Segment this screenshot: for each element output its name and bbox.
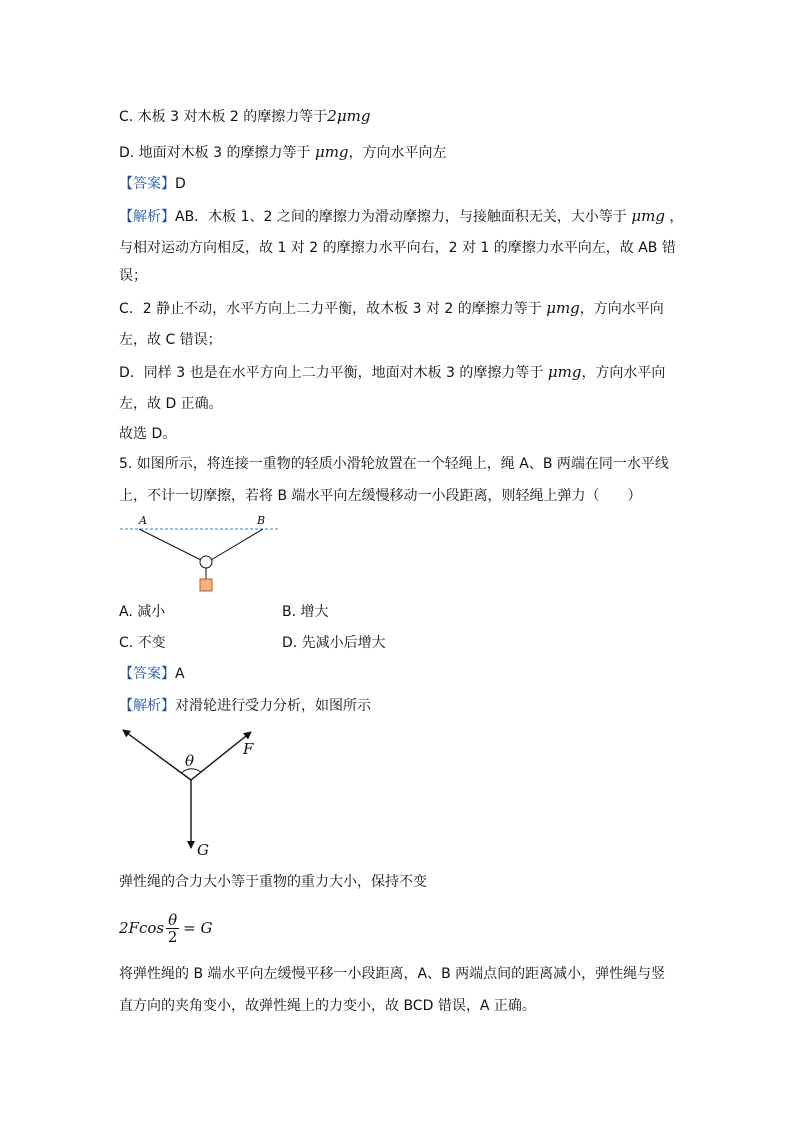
equation-fraction xyxy=(166,912,179,945)
answer-value: D xyxy=(175,176,186,192)
label-theta: θ xyxy=(185,752,195,770)
analysis-tag: 【解析】 xyxy=(119,698,175,714)
q4-analysis-ab-line1: 【解析】AB．木板 1、2 之间的摩擦力为滑动摩擦力，与接触面积无关，大小等于 μmg ， xyxy=(119,207,684,225)
q4-answer xyxy=(119,174,186,194)
q4-option-d-math: μmg xyxy=(314,143,349,161)
equation-left: 2Fcos xyxy=(119,919,165,937)
answer-value: A xyxy=(175,666,185,682)
q4-option-c-math: 2μmg xyxy=(327,107,371,125)
equation-numerator: θ xyxy=(168,910,178,929)
q5-pulley-figure xyxy=(115,510,285,595)
label-b: B xyxy=(257,514,266,527)
answer-tag: 【答案】 xyxy=(119,176,175,192)
answer-tag: 【答案】 xyxy=(119,666,175,682)
label-g: G xyxy=(197,841,209,859)
equation-denominator: 2 xyxy=(167,927,178,946)
rope-left xyxy=(139,529,201,560)
pulley-wheel xyxy=(200,556,212,568)
left-force-arrow xyxy=(123,730,191,780)
q5-equation xyxy=(119,906,212,950)
q4-analysis-d-line1: D．同样 3 也是在水平方向上二力平衡，地面对木板 3 的摩擦力等于 μmg，方向水平向 xyxy=(119,363,666,381)
q5-answer xyxy=(119,664,185,684)
q4-analysis-d-line2: 左，故 D 正确。 xyxy=(119,396,223,412)
rope-right xyxy=(211,529,263,560)
q5-stem-line1: 5. 如图所示，将连接一重物的轻质小滑轮放置在一个轻绳上，绳 A、B 两端在同一水平线 xyxy=(119,456,669,472)
analysis-tag: 【解析】 xyxy=(119,209,175,225)
q5-explain-line1: 将弹性绳的 B 端水平向左缓慢平移一小段距离，A、B 两端点间的距离减小，弹性绳与竖 xyxy=(119,966,666,982)
q5-option-a: A. 减小 xyxy=(119,604,166,620)
label-f: F xyxy=(243,740,254,758)
q4-analysis-c-line2: 左，故 C 错误； xyxy=(119,332,222,348)
q5-analysis-intro: 【解析】对滑轮进行受力分析，如图所示 xyxy=(119,698,371,714)
q5-option-d: D. 先减小后增大 xyxy=(282,635,386,651)
q4-option-c: C. 木板 3 对木板 2 的摩擦力等于2μmg xyxy=(119,107,371,125)
q5-option-b: B. 增大 xyxy=(282,604,329,620)
label-a: A xyxy=(139,514,147,527)
q4-analysis-c-line1: C．2 静止不动，水平方向上二力平衡，故木板 3 对 2 的摩擦力等于 μmg，方向水平向 xyxy=(119,299,664,317)
q5-explain-line2: 直方向的夹角变小，故弹性绳上的力变小，故 BCD 错误，A 正确。 xyxy=(119,998,536,1014)
q4-conclusion: 故选 D。 xyxy=(119,426,177,442)
q4-analysis-ab-line2: 与相对运动方向相反，故 1 对 2 的摩擦力水平向右，2 对 1 的摩擦力水平向左，故 AB 错 xyxy=(119,240,676,256)
weight-block xyxy=(200,579,212,591)
force-f-arrow xyxy=(191,732,251,780)
equation-right: = G xyxy=(183,919,213,937)
q5-force-diagram xyxy=(115,722,275,862)
q5-stem-line2: 上，不计一切摩擦，若将 B 端水平向左缓慢移动一小段距离，则轻绳上弹力（ ） xyxy=(119,488,642,504)
q4-option-d: D. 地面对木板 3 的摩擦力等于 μmg，方向水平向左 xyxy=(119,143,447,161)
q5-text-after-figure: 弹性绳的合力大小等于重物的重力大小，保持不变 xyxy=(119,874,427,890)
q5-option-c: C. 不变 xyxy=(119,635,166,651)
q4-analysis-ab-line3: 误； xyxy=(119,268,147,284)
